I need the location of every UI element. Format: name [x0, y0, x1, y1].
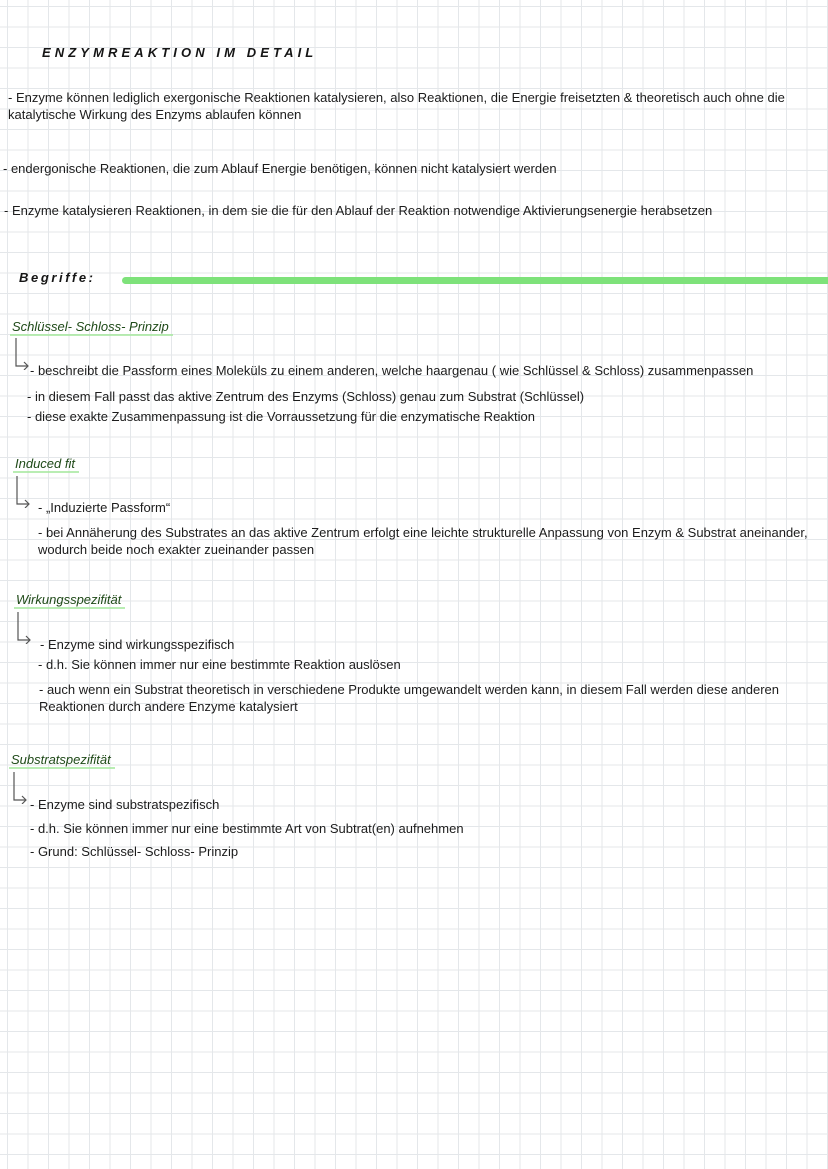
substrat-line-1: - Enzyme sind substratspezifisch — [30, 797, 220, 812]
heading-substratspezifitaet: Substratspezifität — [11, 752, 111, 767]
heading-induced-fit: Induced fit — [15, 456, 75, 471]
highlight-bar — [122, 277, 828, 284]
wirkung-line-2: - d.h. Sie können immer nur eine bestimmte Reaktion auslösen — [38, 657, 401, 672]
substrat-line-3: - Grund: Schlüssel- Schloss- Prinzip — [30, 844, 239, 859]
substrat-line-2: - d.h. Sie können immer nur eine bestimmte Art von Subtrat(en) aufnehmen — [30, 821, 464, 836]
wirkung-line-1: - Enzyme sind wirkungsspezifisch — [40, 637, 235, 652]
schluessel-line-3: - diese exakte Zusammenpassung ist die Vorraussetzung für die enzymatische Reaktion — [27, 409, 535, 424]
corner-arrow-icon — [8, 770, 32, 804]
page-title: ENZYMREAKTION IM DETAIL — [42, 45, 318, 60]
intro-paragraph-endergonic: - endergonische Reaktionen, die zum Ablauf Energie benötigen, können nicht katalysiert werden — [3, 161, 557, 176]
intro-paragraph-activation-energy: - Enzyme katalysieren Reaktionen, in dem sie die für den Ablauf der Reaktion notwendige Aktivierungsenergie herabsetzen — [4, 203, 713, 218]
wirkung-line-3: - auch wenn ein Substrat theoretisch in verschiedene Produkte umgewandelt werden kann, in diesem Fall werden diese anderen Reaktionen durch andere Enzyme katalysiert — [39, 682, 779, 714]
intro-paragraph-exergonic: - Enzyme können lediglich exergonische Reaktionen katalysieren, also Reaktionen, die Energie freisetzten & theoretisch auch ohne die katalytische Wirkung des Enzyms ablaufen können — [8, 90, 785, 122]
induced-line-1: - „Induzierte Passform“ — [38, 500, 171, 515]
heading-schluessel-schloss-prinzip: Schlüssel- Schloss- Prinzip — [12, 319, 169, 334]
schluessel-line-2: - in diesem Fall passt das aktive Zentrum des Enzyms (Schloss) genau zum Substrat (Schlüssel) — [27, 389, 585, 404]
heading-wirkungsspezifitaet: Wirkungsspezifität — [16, 592, 122, 607]
schluessel-line-1: - beschreibt die Passform eines Moleküls zu einem anderen, welche haargenau ( wie Schlüssel & Schloss) zusammenpassen — [30, 363, 754, 378]
induced-line-2: - bei Annäherung des Substrates an das aktive Zentrum erfolgt eine leichte strukturelle Anpassung von Enzym & Substrat aneinander, wodurch beide noch exakter zueinander passen — [38, 525, 808, 557]
corner-arrow-icon — [12, 610, 36, 644]
corner-arrow-icon — [11, 474, 35, 508]
begriffe-label: Begriffe: — [19, 270, 96, 285]
